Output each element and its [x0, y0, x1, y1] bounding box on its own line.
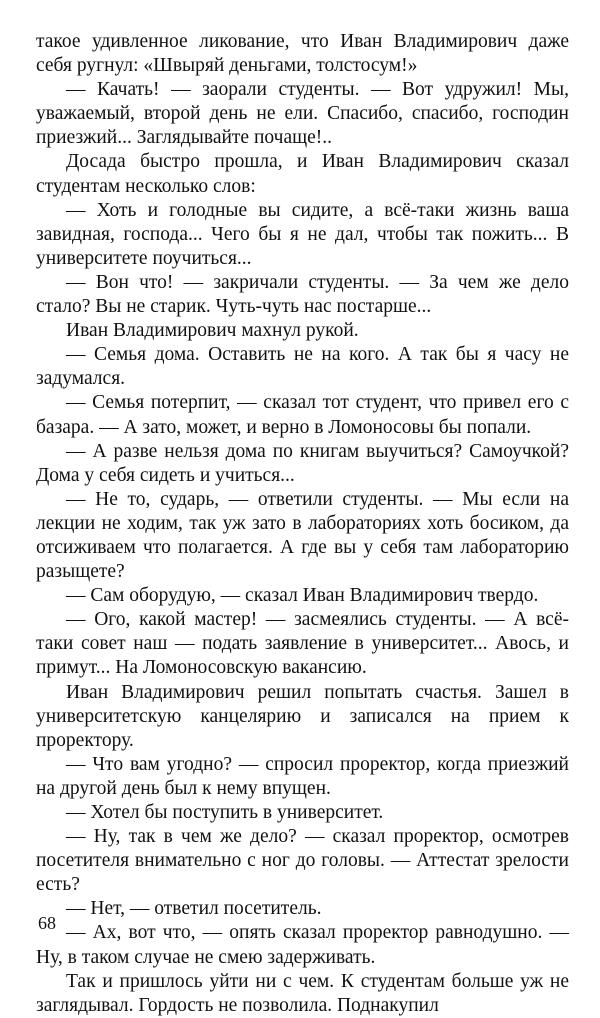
paragraph: — Семья дома. Оставить не на кого. А так бы я часу не задумался. [36, 344, 569, 390]
paragraph: — Ну, так в чем же дело? — сказал проректор, осмотрев посетителя внимательно с ног до головы. — Аттестат зрелости есть? [36, 826, 569, 896]
paragraph: Иван Владимирович махнул рукой. [66, 320, 359, 342]
paragraph: — Качать! — заорали студенты. — Вот удружил! Мы, уважаемый, второй день не ели. Спасибо, спасибо, господин приезжий... Заглядывайте почаще!.. [36, 79, 569, 149]
paragraph: такое удивленное ликование, что Иван Владимирович даже себя ругнул: «Швыряй деньгами, толстосум!» [36, 31, 569, 77]
paragraph: — А разве нельзя дома по книгам выучиться? Самоучкой? Дома у себя сидеть и учиться... [36, 440, 569, 486]
paragraph: Иван Владимирович решил попытать счастья. Зашел в университетскую канцелярию и записался на прием к проректору. [36, 681, 569, 751]
paragraph: — Хоть и голодные вы сидите, а всё-таки жизнь ваша завидная, господа... Чего бы я не дал, чтобы так пожить... В университете поучиться... [36, 199, 569, 269]
paragraph: — Сам оборудую, — сказал Иван Владимирович твердо. [66, 585, 539, 607]
paragraph: — Вон что! — закричали студенты. — За чем же дело стало? Вы не старик. Чуть-чуть нас постарше... [36, 271, 569, 318]
paragraph: — Семья потерпит, — сказал тот студент, что привел его с базара. — А зато, может, и верно в Ломоносовы бы попали. [36, 392, 569, 438]
paragraph: Так и пришлось уйти ни с чем. К студентам больше уж не заглядывал. Гордость не позволила. Поднакупил [36, 970, 569, 1016]
paragraph: — Хотел бы поступить в университет. [66, 802, 384, 823]
page-number: 68 [38, 913, 56, 933]
paragraph: — Что вам угодно? — спросил проректор, когда приезжий на другой день был к нему впущен. [36, 753, 569, 799]
paragraph: — Нет, — ответил посетитель. [66, 898, 322, 920]
paragraph: Досада быстро прошла, и Иван Владимирович сказал студентам несколько слов: [36, 151, 569, 197]
page-body [36, 30, 569, 1018]
paragraph: — Ах, вот что, — опять сказал проректор равнодушно. — Ну, в таком случае не смею задерживать. [36, 922, 569, 968]
paragraph: — Не то, сударь, — ответили студенты. — Мы если на лекции не ходим, так уж зато в лабораториях хоть босиком, да отсиживаем что полагается. А где вы у себя там лабораторию разыщете? [36, 488, 569, 583]
paragraph: — Ого, какой мастер! — засмеялись студенты. — А всё-таки совет наш — подать заявление в университет... Авось, и примут... На Ломоносовскую вакансию. [36, 609, 569, 679]
